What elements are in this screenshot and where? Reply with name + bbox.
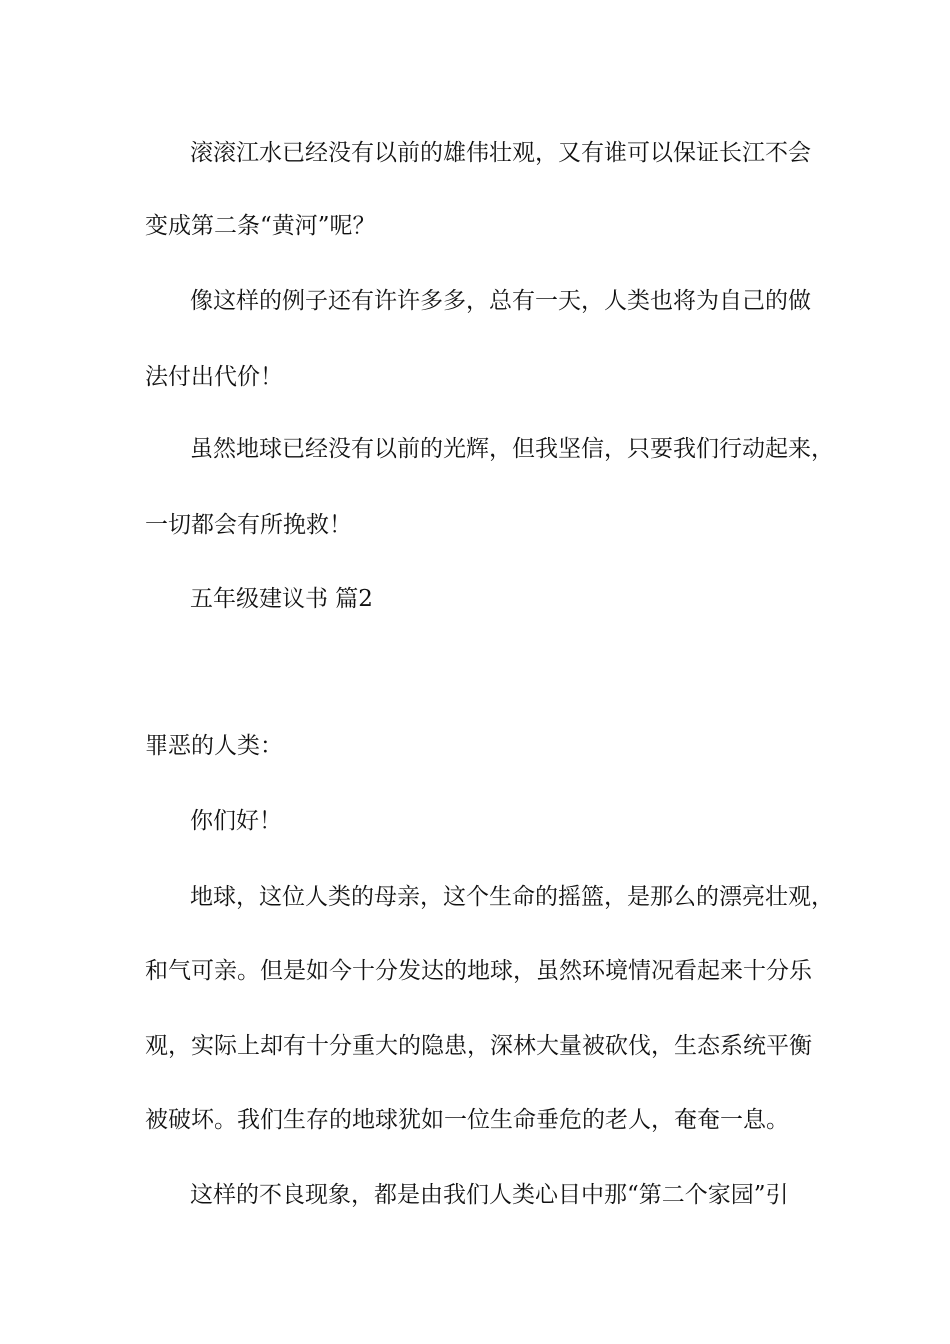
paragraph-line: 一切都会有所挽救！: [145, 512, 352, 538]
paragraph-line: 地球，这位人类的母亲，这个生命的摇篮，是那么的漂亮壮观，: [190, 884, 834, 910]
paragraph-line: 这样的不良现象，都是由我们人类心目中那“第二个家园”引: [190, 1182, 789, 1208]
greeting: 你们好！: [190, 808, 282, 834]
paragraph-line: 虽然地球已经没有以前的光辉，但我坚信，只要我们行动起来，: [190, 436, 834, 462]
paragraph-line: 法付出代价！: [145, 364, 283, 390]
paragraph-line: 观，实际上却有十分重大的隐患，深林大量被砍伐，生态系统平衡: [145, 1033, 812, 1059]
paragraph-line: 像这样的例子还有许许多多，总有一天，人类也将为自己的做: [190, 288, 811, 314]
paragraph-line: 和气可亲。但是如今十分发达的地球，虽然环境情况看起来十分乐: [145, 958, 812, 984]
paragraph-line: 滚滚江水已经没有以前的雄伟壮观，又有谁可以保证长江不会: [190, 140, 811, 166]
paragraph-line: 被破坏。我们生存的地球犹如一位生命垂危的老人，奄奄一息。: [145, 1107, 789, 1133]
salutation: 罪恶的人类：: [145, 733, 283, 759]
section-heading: 五年级建议书 篇2: [190, 586, 373, 612]
paragraph-line: 变成第二条“黄河”呢？: [145, 213, 376, 239]
